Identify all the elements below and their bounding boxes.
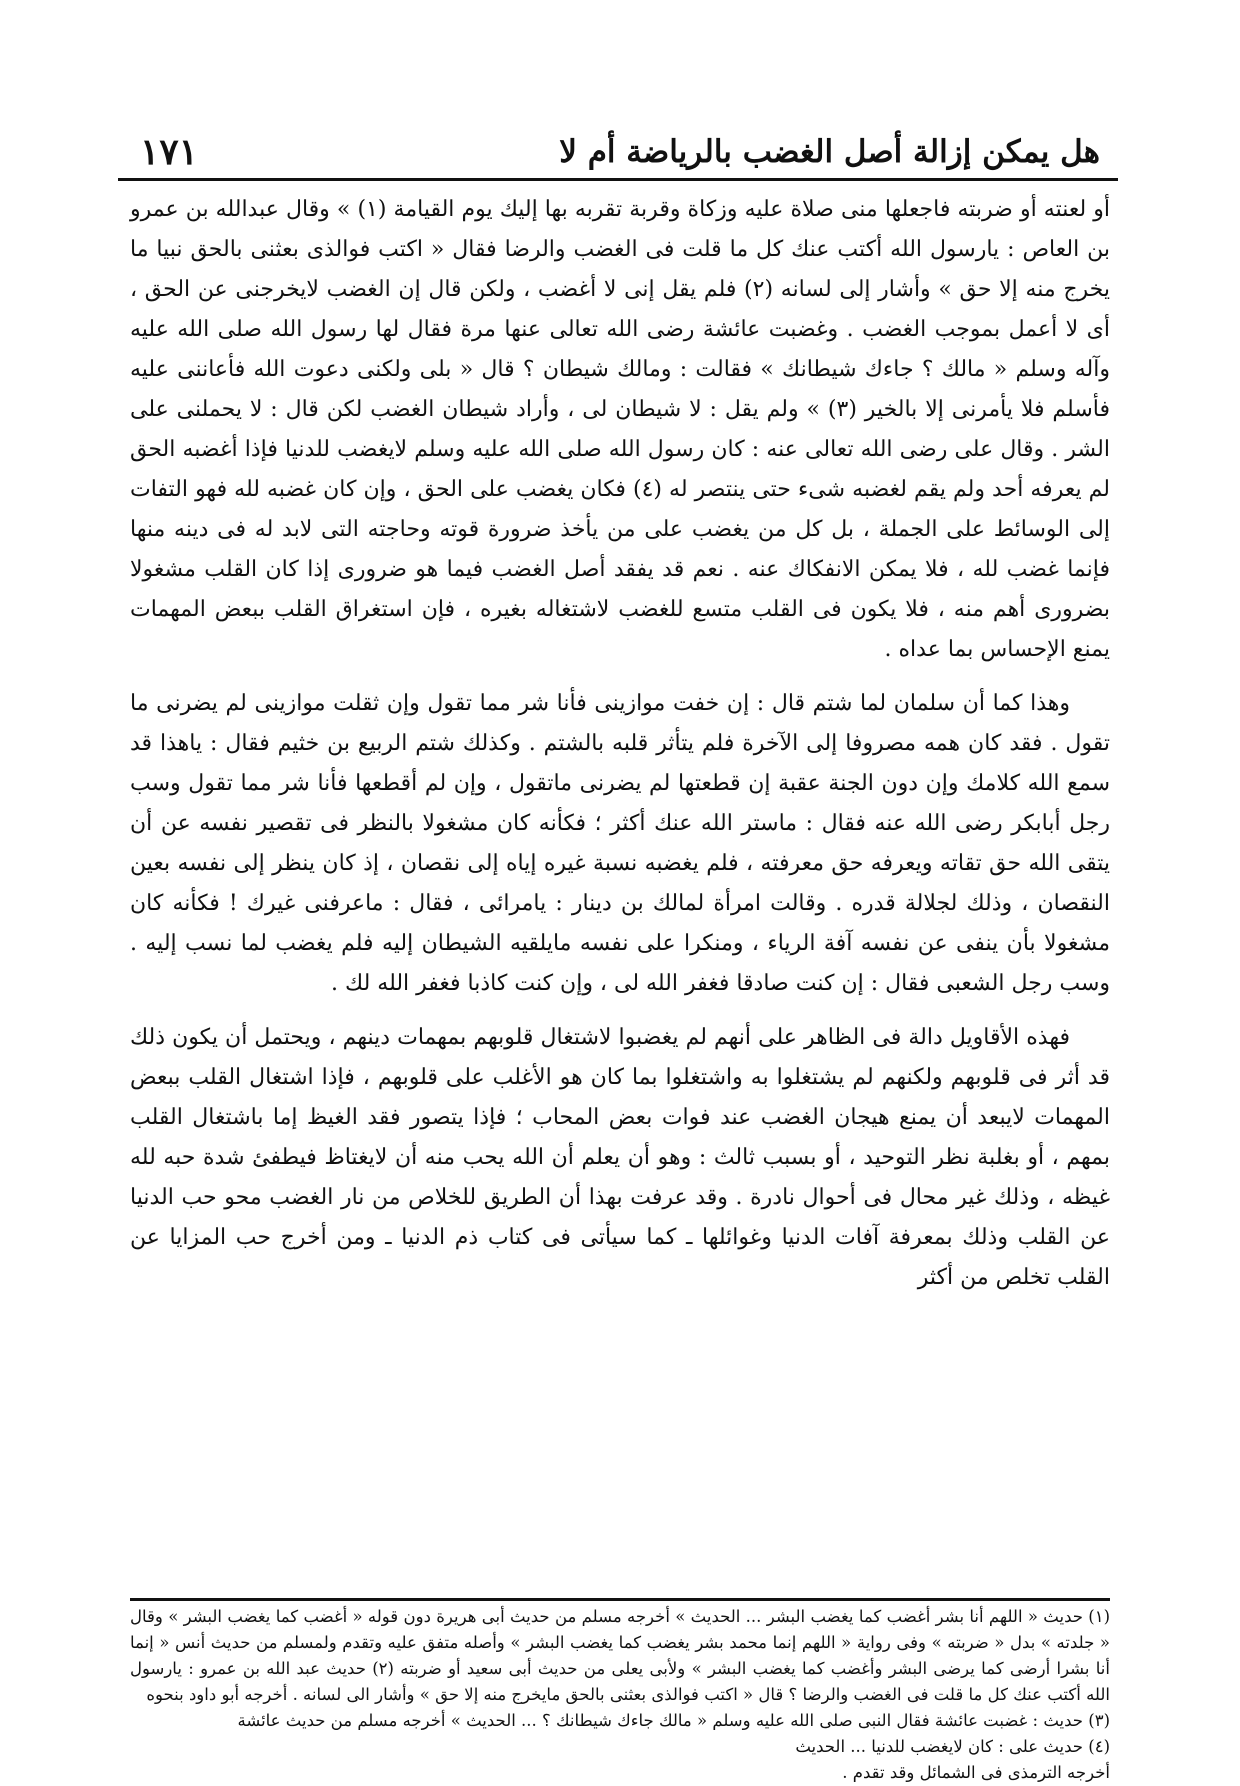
- footnote-rule: [130, 1598, 1110, 1601]
- page-header: [140, 128, 1100, 176]
- footnote-3: (٣) حديث : غضبت عائشة فقال النبى صلى الله عليه وسلم « مالك جاءك شيطانك ؟ ... الحديث » أخرجه مسلم من حديث عائشة: [237, 1711, 1110, 1730]
- footnote-4: (٤) حديث على : كان لايغضب للدنيا ... الحديث: [795, 1737, 1110, 1756]
- footnote-1-2: (١) حديث « اللهم أنا بشر أغضب كما يغضب البشر ... الحديث » أخرجه مسلم من حديث أبى هريرة دون قوله « أغضب كما يغضب البشر » وقال « جلدته » بدل « ضربته » وفى رواية « اللهم إنما محمد بشر يغضب كما يغضب البشر » وأصله متفق عليه وتقدم ولمسلم من حديث أنس « إنما أنا بشرا أرضى كما يرضى البشر وأغضب كما يغضب البشر » ولأبى يعلى من حديث أبى سعيد أو ضربته (٢) حديث عبد الله بن عمرو : يارسول الله أكتب عنك كل ما قلت فى الغضب والرضا ؟ قال « اكتب فوالذى بعثنى بالحق مايخرج منه إلا حق » وأشار الى لسانه . أخرجه أبو داود بنحوه: [130, 1607, 1110, 1704]
- footnotes: [130, 1604, 1110, 1786]
- page-number: ١٧١: [140, 131, 199, 173]
- header-rule: [118, 178, 1118, 181]
- footnote-4-tail: أخرجه الترمذى فى الشمائل وقد تقدم .: [842, 1763, 1110, 1782]
- paragraph-3: فهذه الأقاويل دالة فى الظاهر على أنهم لم يغضبوا لاشتغال قلوبهم بمهمات دينهم ، ويحتمل أن يكون ذلك قد أثر فى قلوبهم ولكنهم لم يشتغلوا به واشتغلوا بما كان هو الأغلب على قلوبهم ، فإذا اشتغال القلب ببعض المهمات لايبعد أن يمنع هيجان الغضب عند فوات بعض المحاب ؛ فإذا يتصور فقد الغيظ إما باشتغال القلب بمهم ، أو بغلبة نظر التوحيد ، أو بسبب ثالث : وهو أن يعلم أن الله يحب منه أن لايغتاظ فيطفئ شدة حبه لله غيظه ، وذلك غير محال فى أحوال نادرة . وقد عرفت بهذا أن الطريق للخلاص من نار الغضب محو حب الدنيا عن القلب وذلك بمعرفة آفات الدنيا وغوائلها ـ كما سيأتى فى كتاب ذم الدنيا ـ ومن أخرج حب المزايا عن القلب تخلص من أكثر: [130, 1025, 1111, 1290]
- running-title: هل يمكن إزالة أصل الغضب بالرياضة أم لا: [559, 134, 1100, 170]
- footnote-4-row: [130, 1734, 1110, 1760]
- main-text: [130, 190, 1110, 1298]
- paragraph-2: وهذا كما أن سلمان لما شتم قال : إن خفت موازينى فأنا شر مما تقول وإن ثقلت موازينى لم يضرنى ما تقول . فقد كان همه مصروفا إلى الآخرة فلم يتأثر قلبه بالشتم . وكذلك شتم الربيع بن خثيم فقال : ياهذا قد سمع الله كلامك وإن دون الجنة عقبة إن قطعتها لم يضرنى ماتقول ، وإن لم أقطعها فأنا شر مما تقول وسب رجل أبابكر رضى الله عنه فقال : ماستر الله عنك أكثر ؛ فكأنه كان مشغولا بالنظر فى تقصير نفسه عن أن يتقى الله حق تقاته ويعرفه حق معرفته ، فلم يغضبه نسبة غيره إياه إلى نقصان ، إذ كان ينظر إلى نفسه بعين النقصان ، وذلك لجلالة قدره . وقالت امرأة لمالك بن دينار : يامرائى ، فقال : ماعرفنى غيرك ! فكأنه كان مشغولا بأن ينفى عن نفسه آفة الرياء ، ومنكرا على نفسه مايلقيه الشيطان إليه فلم يغضب لما نسب إليه . وسب رجل الشعبى فقال : إن كنت صادقا فغفر الله لى ، وإن كنت كاذبا فغفر الله لك .: [130, 691, 1110, 996]
- paragraph-1: أو لعنته أو ضربته فاجعلها منى صلاة عليه وزكاة وقربة تقربه بها إليك يوم القيامة (١) » وقال عبدالله بن عمرو بن العاص : يارسول الله أكتب عنك كل ما قلت فى الغضب والرضا فقال « اكتب فوالذى بعثنى بالحق نبيا ما يخرج منه إلا حق » وأشار إلى لسانه (٢) فلم يقل إنى لا أغضب ، ولكن قال إن الغضب لايخرجنى عن الحق ، أى لا أعمل بموجب الغضب . وغضبت عائشة رضى الله تعالى عنها مرة فقال لها رسول الله صلى الله عليه وآله وسلم « مالك ؟ جاءك شيطانك » فقالت : ومالك شيطان ؟ قال « بلى ولكنى دعوت الله فأعاننى عليه فأسلم فلا يأمرنى إلا بالخير (٣) » ولم يقل : لا شيطان لى ، وأراد شيطان الغضب لكن قال : لا يحملنى على الشر . وقال على رضى الله تعالى عنه : كان رسول الله صلى الله عليه وسلم لايغضب للدنيا فإذا أغضبه الحق لم يعرفه أحد ولم يقم لغضبه شىء حتى ينتصر له (٤) فكان يغضب على الحق ، وإن كان غضبه لله فهو التفات إلى الوسائط على الجملة ، بل كل من يغضب على من يأخذ ضرورة قوته وحاجته التى لابد له فى دينه منها فإنما غضب لله ، فلا يمكن الانفكاك عنه . نعم قد يفقد أصل الغضب فيما هو ضرورى إذا كان القلب مشغولا بضرورى أهم منه ، فلا يكون فى القلب متسع للغضب لاشتغاله بغيره ، فإن استغراق القلب ببعض المهمات يمنع الإحساس بما عداه .: [130, 197, 1110, 662]
